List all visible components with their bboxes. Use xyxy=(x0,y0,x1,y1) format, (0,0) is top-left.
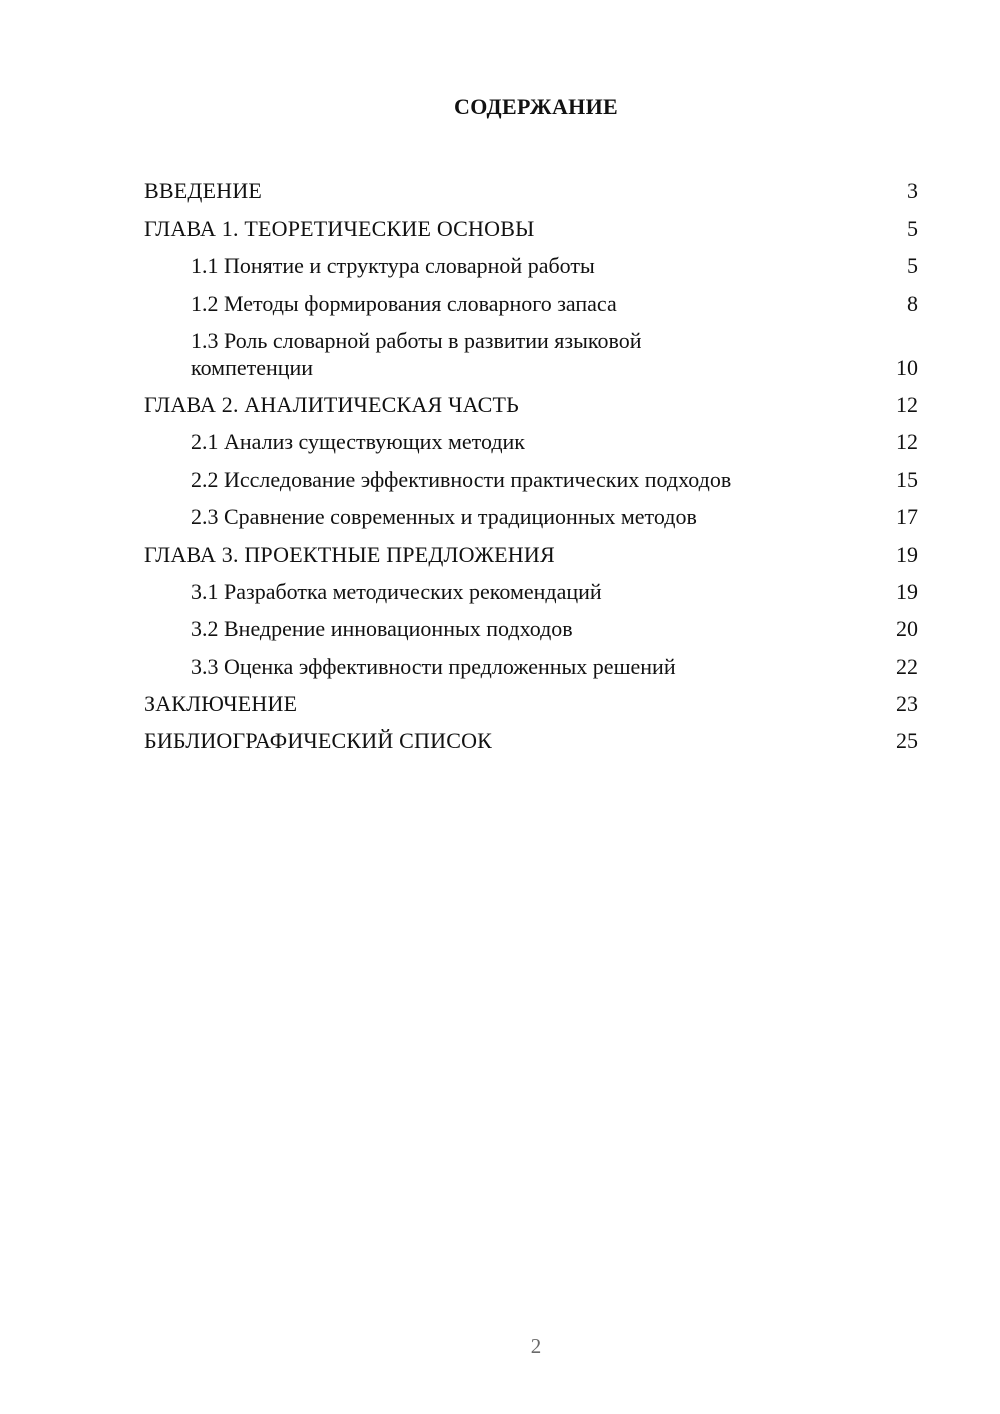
toc-entry-section-1-1[interactable] xyxy=(144,242,918,279)
toc-entry-label: БИБЛИОГРАФИЧЕСКИЙ СПИСОК xyxy=(144,728,493,754)
toc-entry-section-2-1[interactable] xyxy=(144,418,918,455)
toc-entry-page: 20 xyxy=(896,616,918,642)
toc-entry-label: 1.1 Понятие и структура словарной работы xyxy=(191,253,595,279)
toc-entry-page: 25 xyxy=(896,728,918,754)
toc-entry-label: 1.2 Методы формирования словарного запаса xyxy=(191,290,617,316)
toc-entry-chapter-2[interactable] xyxy=(144,381,918,418)
toc-entry-label: ВВЕДЕНИЕ xyxy=(144,178,263,204)
toc-entry-label: ЗАКЛЮЧЕНИЕ xyxy=(144,691,298,717)
toc-entry-section-1-2[interactable] xyxy=(144,279,918,316)
toc-entry-section-2-3[interactable] xyxy=(144,493,918,530)
toc-entry-label: 2.1 Анализ существующих методик xyxy=(191,429,525,455)
toc-entry-page: 10 xyxy=(896,354,918,380)
toc-entry-page: 19 xyxy=(896,541,918,567)
toc-entry-conclusion[interactable] xyxy=(144,680,918,717)
page-title: СОДЕРЖАНИЕ xyxy=(454,94,618,119)
toc-entry-section-3-3[interactable] xyxy=(144,642,918,679)
toc-entry-label: ГЛАВА 3. ПРОЕКТНЫЕ ПРЕДЛОЖЕНИЯ xyxy=(144,541,555,567)
toc-entry-page: 12 xyxy=(896,429,918,455)
toc-entry-page: 5 xyxy=(907,215,918,241)
toc-entry-label: 1.3 Роль словарной работы в развитии языковой компетенции xyxy=(191,327,642,380)
toc-entry-section-2-2[interactable] xyxy=(144,455,918,492)
page-number: 2 xyxy=(530,1334,542,1358)
toc-entry-bibliography[interactable] xyxy=(144,717,918,754)
toc-entry-page: 17 xyxy=(896,504,918,530)
toc-entry-page: 15 xyxy=(896,466,918,492)
table-of-contents xyxy=(144,167,918,754)
toc-entry-page: 12 xyxy=(896,391,918,417)
toc-entry-section-3-2[interactable] xyxy=(144,605,918,642)
toc-entry-page: 8 xyxy=(907,290,918,316)
toc-entry-chapter-3[interactable] xyxy=(144,530,918,567)
toc-entry-label: ГЛАВА 2. АНАЛИТИЧЕСКАЯ ЧАСТЬ xyxy=(144,391,519,417)
toc-entry-page: 5 xyxy=(907,253,918,279)
toc-entry-page: 19 xyxy=(896,578,918,604)
toc-entry-page: 3 xyxy=(907,178,918,204)
toc-entry-section-1-3[interactable] xyxy=(144,317,918,381)
toc-entry-label: ГЛАВА 1. ТЕОРЕТИЧЕСКИЕ ОСНОВЫ xyxy=(144,215,535,241)
toc-entry-section-3-1[interactable] xyxy=(144,568,918,605)
toc-entry-page: 23 xyxy=(896,691,918,717)
toc-entry-introduction[interactable] xyxy=(144,167,918,204)
toc-entry-label: 3.1 Разработка методических рекомендаций xyxy=(191,578,602,604)
toc-entry-page: 22 xyxy=(896,653,918,679)
toc-entry-label: 2.2 Исследование эффективности практических подходов xyxy=(191,466,732,492)
toc-entry-label: 2.3 Сравнение современных и традиционных методов xyxy=(191,504,697,530)
toc-entry-chapter-1[interactable] xyxy=(144,204,918,241)
toc-entry-label: 3.3 Оценка эффективности предложенных решений xyxy=(191,653,676,679)
toc-entry-label: 3.2 Внедрение инновационных подходов xyxy=(191,616,573,642)
